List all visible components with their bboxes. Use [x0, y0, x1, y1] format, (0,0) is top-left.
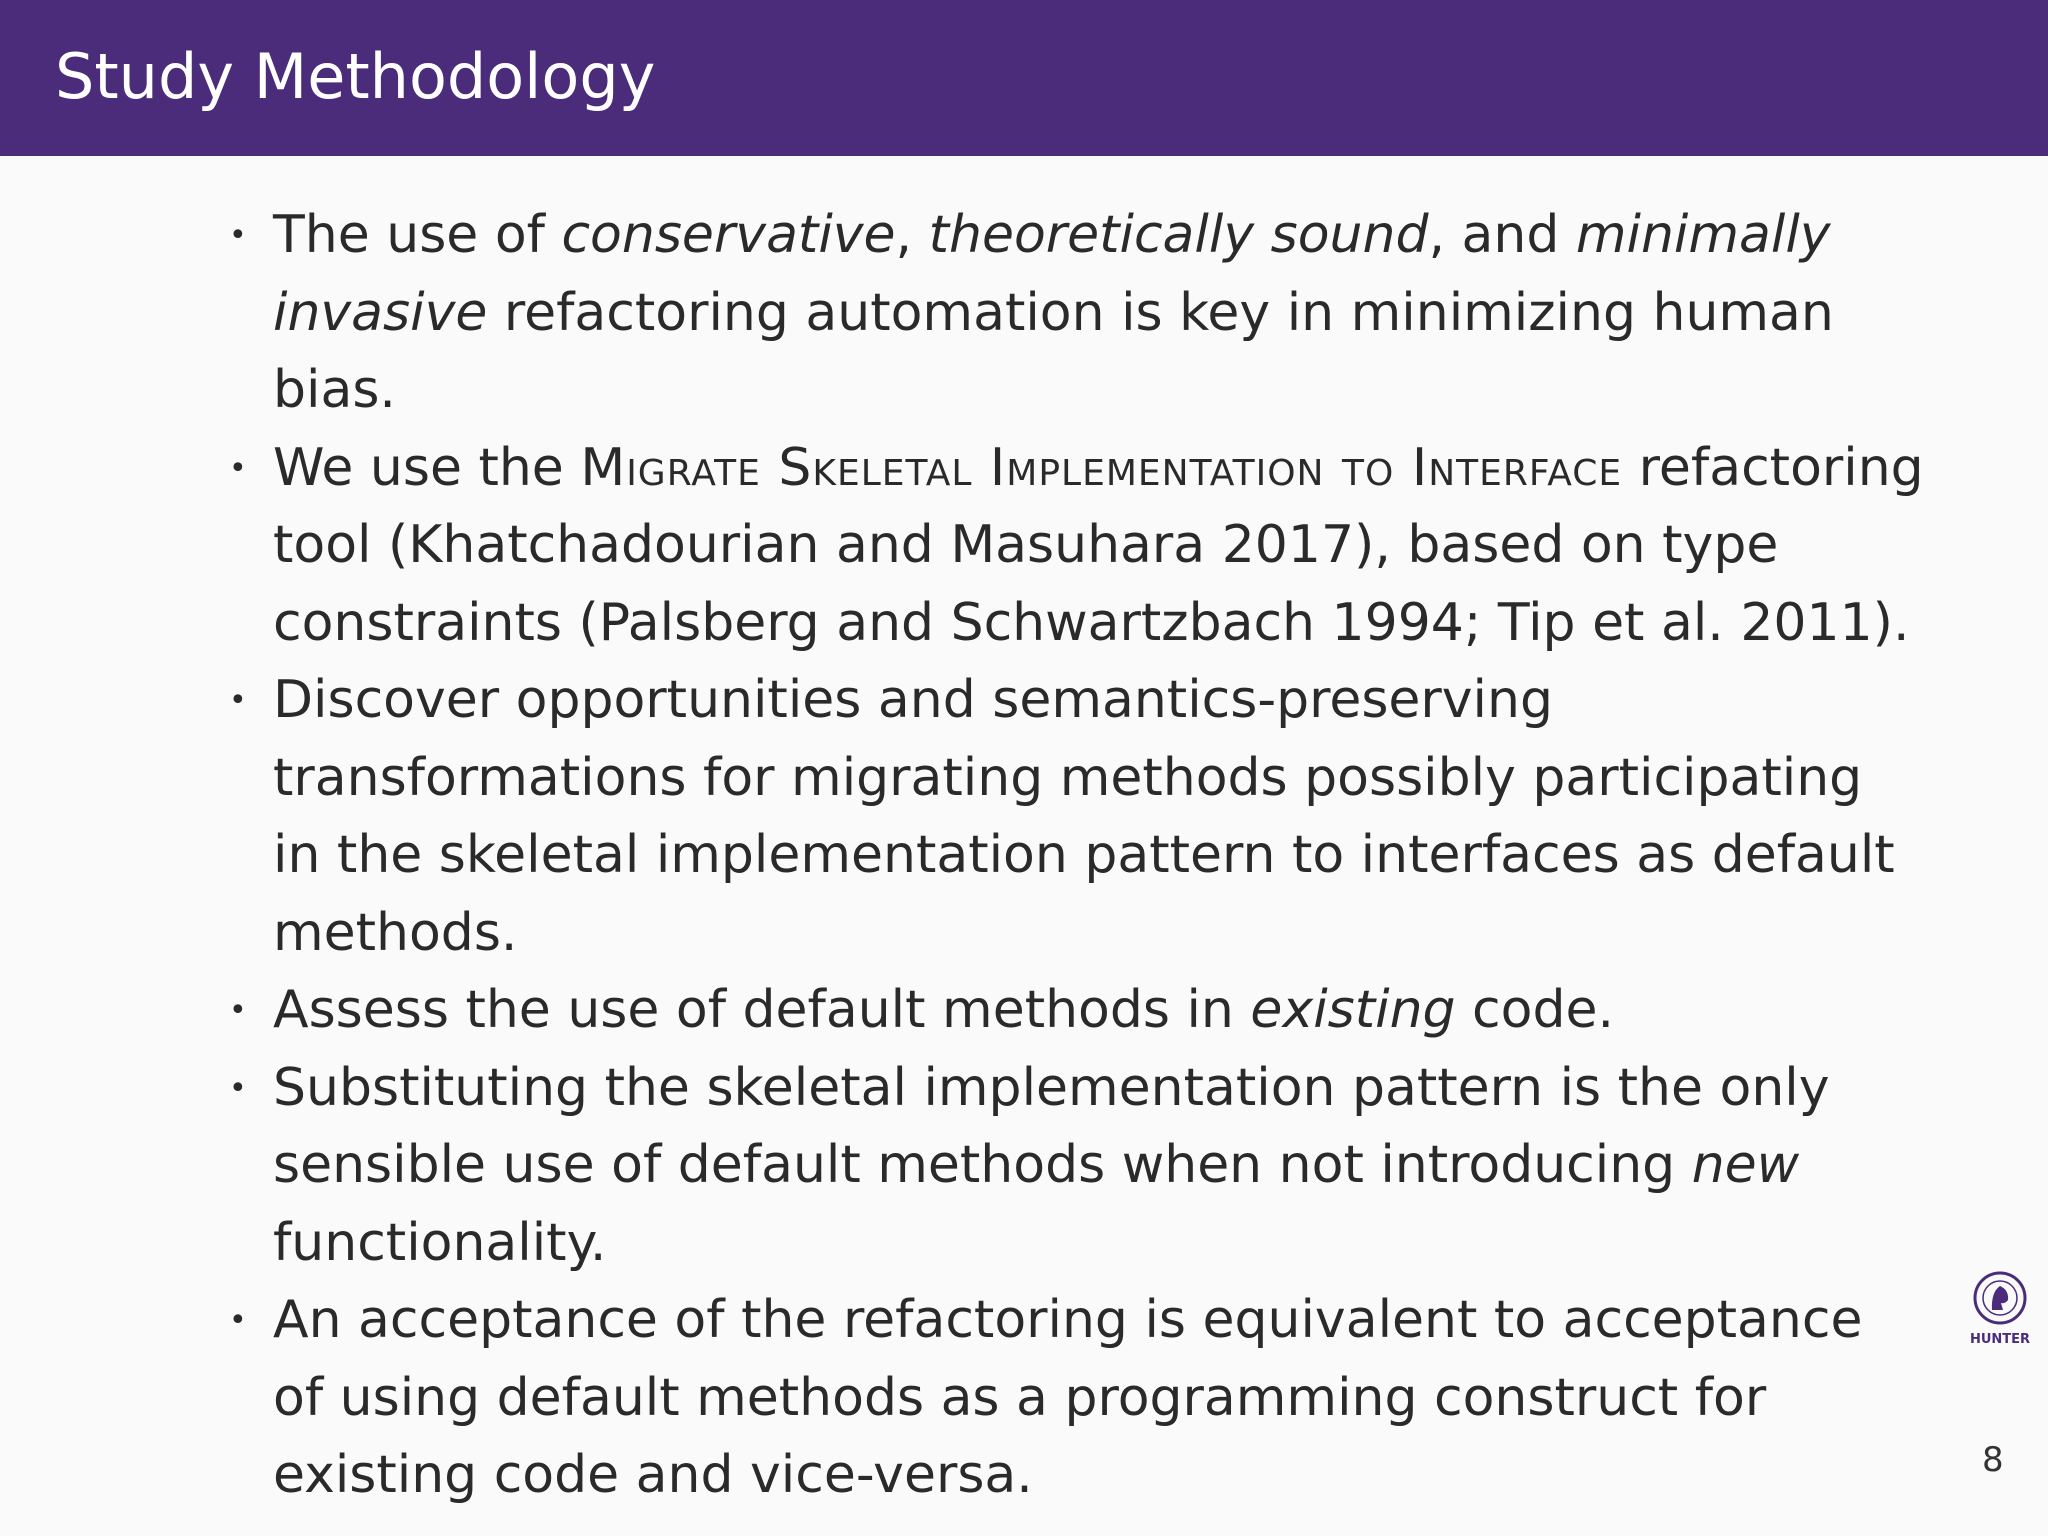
bullet-text: theoretically sound	[928, 205, 1429, 265]
bullet-text: minimally invasive	[273, 205, 1831, 343]
bullet-text: new	[1691, 1135, 1800, 1195]
bullet-text: functionality.	[273, 1212, 607, 1273]
bullet-text: The use of	[273, 205, 562, 265]
bullet-text: We use the	[273, 437, 581, 498]
bullet-text: Substituting the skeletal implementation pattern is the only sensible use of default methods when not introducing	[273, 1057, 1830, 1195]
bullet-item	[225, 972, 1925, 1050]
page-number: 8	[1982, 1440, 2004, 1480]
bullet-text: refactoring tool (Khatchadourian and Masuhara 2017), based on type constraints (Palsberg and Schwartzbach 1994; Tip et al. 2011).	[273, 437, 1924, 653]
bullet-item	[225, 1282, 1925, 1515]
bullet-text: Assess the use of default methods in	[273, 980, 1251, 1040]
bullet-item	[225, 662, 1925, 972]
bullet-list	[225, 197, 1925, 1515]
bullet-text: Migrate Skeletal Implementation to Interface	[580, 437, 1623, 498]
logo-text: HUNTER	[1969, 1332, 2031, 1347]
hunter-college-logo	[1965, 1270, 2035, 1350]
bullet-item	[225, 1050, 1925, 1283]
bullet-text: , and	[1428, 205, 1576, 265]
bullet-dot-icon: •	[229, 683, 247, 718]
bullet-text: ,	[895, 205, 929, 265]
bullet-item	[225, 430, 1925, 663]
title-bar	[0, 0, 2048, 156]
bullet-dot-icon: •	[229, 218, 247, 253]
bullet-text: code.	[1455, 980, 1614, 1040]
bullet-item	[225, 197, 1925, 430]
bullet-text: Discover opportunities and semantics-preserving transformations for migrating methods possibly participating in the skeletal implementation pattern to interfaces as default methods.	[273, 670, 1895, 963]
bullet-dot-icon: •	[229, 1303, 247, 1338]
bullet-text: conservative	[561, 205, 896, 265]
bullet-text: An acceptance of the refactoring is equivalent to acceptance of using default methods as a programming construct for existing code and vice-versa.	[273, 1290, 1863, 1505]
bullet-dot-icon: •	[229, 993, 247, 1028]
bullet-text: existing	[1250, 980, 1456, 1040]
bullet-dot-icon: •	[229, 1070, 247, 1106]
bullet-dot-icon: •	[229, 450, 247, 486]
bullet-text: refactoring automation is key in minimizing human bias.	[273, 282, 1834, 420]
slide-title: Study Methodology	[55, 40, 656, 113]
